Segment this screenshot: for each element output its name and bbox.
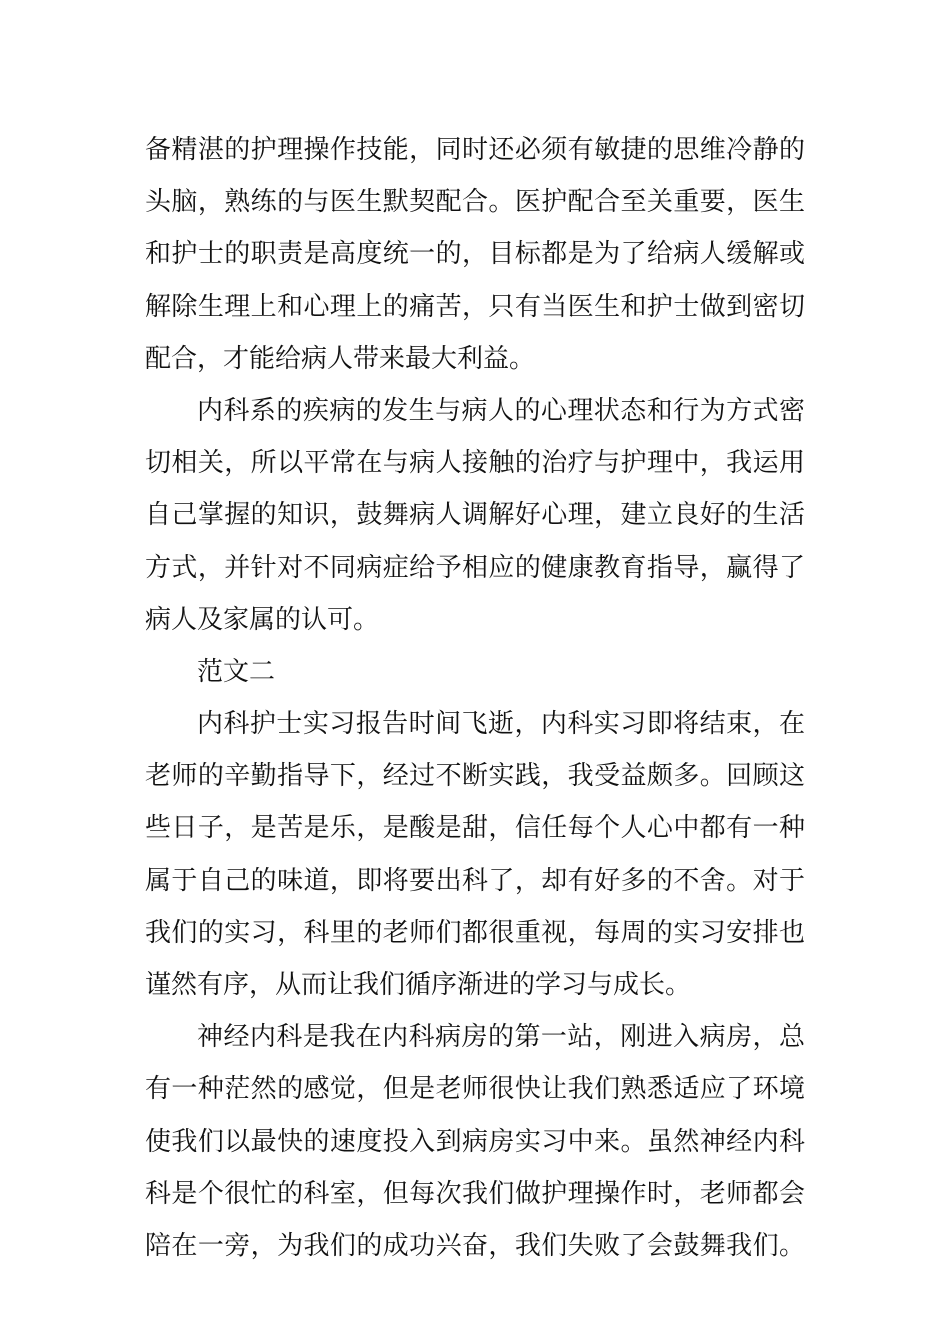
text-line: 内科系的疾病的发生与病人的心理状态和行为方式密 (197, 395, 805, 426)
section-heading (145, 646, 805, 698)
paragraph (145, 698, 805, 1011)
text-line: 使我们以最快的速度投入到病房实习中来。虽然神经内科 (145, 1126, 805, 1157)
text-line: 神经内科是我在内科病房的第一站，刚进入病房，总 (197, 1022, 805, 1053)
section-title: 范文二 (197, 656, 276, 687)
paragraph (145, 124, 805, 385)
paragraph (145, 1011, 805, 1272)
text-line: 陪在一旁，为我们的成功兴奋，我们失败了会鼓舞我们。 (145, 1230, 805, 1261)
text-line: 老师的辛勤指导下，经过不断实践，我受益颇多。回顾这 (145, 761, 805, 792)
text-line: 切相关，所以平常在与病人接触的治疗与护理中，我运用 (145, 448, 805, 479)
paragraph (145, 385, 805, 646)
text-line: 属于自己的味道，即将要出科了，却有好多的不舍。对于 (145, 865, 805, 896)
text-line: 病人及家属的认可。 (145, 604, 380, 635)
text-line: 科是个很忙的科室，但每次我们做护理操作时，老师都会 (145, 1178, 805, 1209)
text-line: 头脑，熟练的与医生默契配合。医护配合至关重要，医生 (145, 187, 805, 218)
text-line: 内科护士实习报告时间飞逝，内科实习即将结束，在 (197, 709, 805, 740)
text-line: 谨然有序，从而让我们循序渐进的学习与成长。 (145, 970, 692, 1000)
text-line: 些日子，是苦是乐，是酸是甜，信任每个人心中都有一种 (145, 813, 805, 844)
text-line: 解除生理上和心理上的痛苦，只有当医生和护士做到密切 (145, 291, 805, 322)
document-body (145, 124, 805, 1272)
text-line: 方式，并针对不同病症给予相应的健康教育指导，赢得了 (145, 552, 805, 583)
text-line: 自己掌握的知识，鼓舞病人调解好心理，建立良好的生活 (145, 500, 805, 531)
text-line: 和护士的职责是高度统一的，目标都是为了给病人缓解或 (145, 239, 805, 270)
text-line: 我们的实习，科里的老师们都很重视，每周的实习安排也 (145, 917, 805, 948)
text-line: 配合，才能给病人带来最大利益。 (145, 343, 536, 374)
text-line: 有一种茫然的感觉，但是老师很快让我们熟悉适应了环境 (145, 1074, 805, 1105)
text-line: 备精湛的护理操作技能，同时还必须有敏捷的思维冷静的 (145, 135, 805, 165)
